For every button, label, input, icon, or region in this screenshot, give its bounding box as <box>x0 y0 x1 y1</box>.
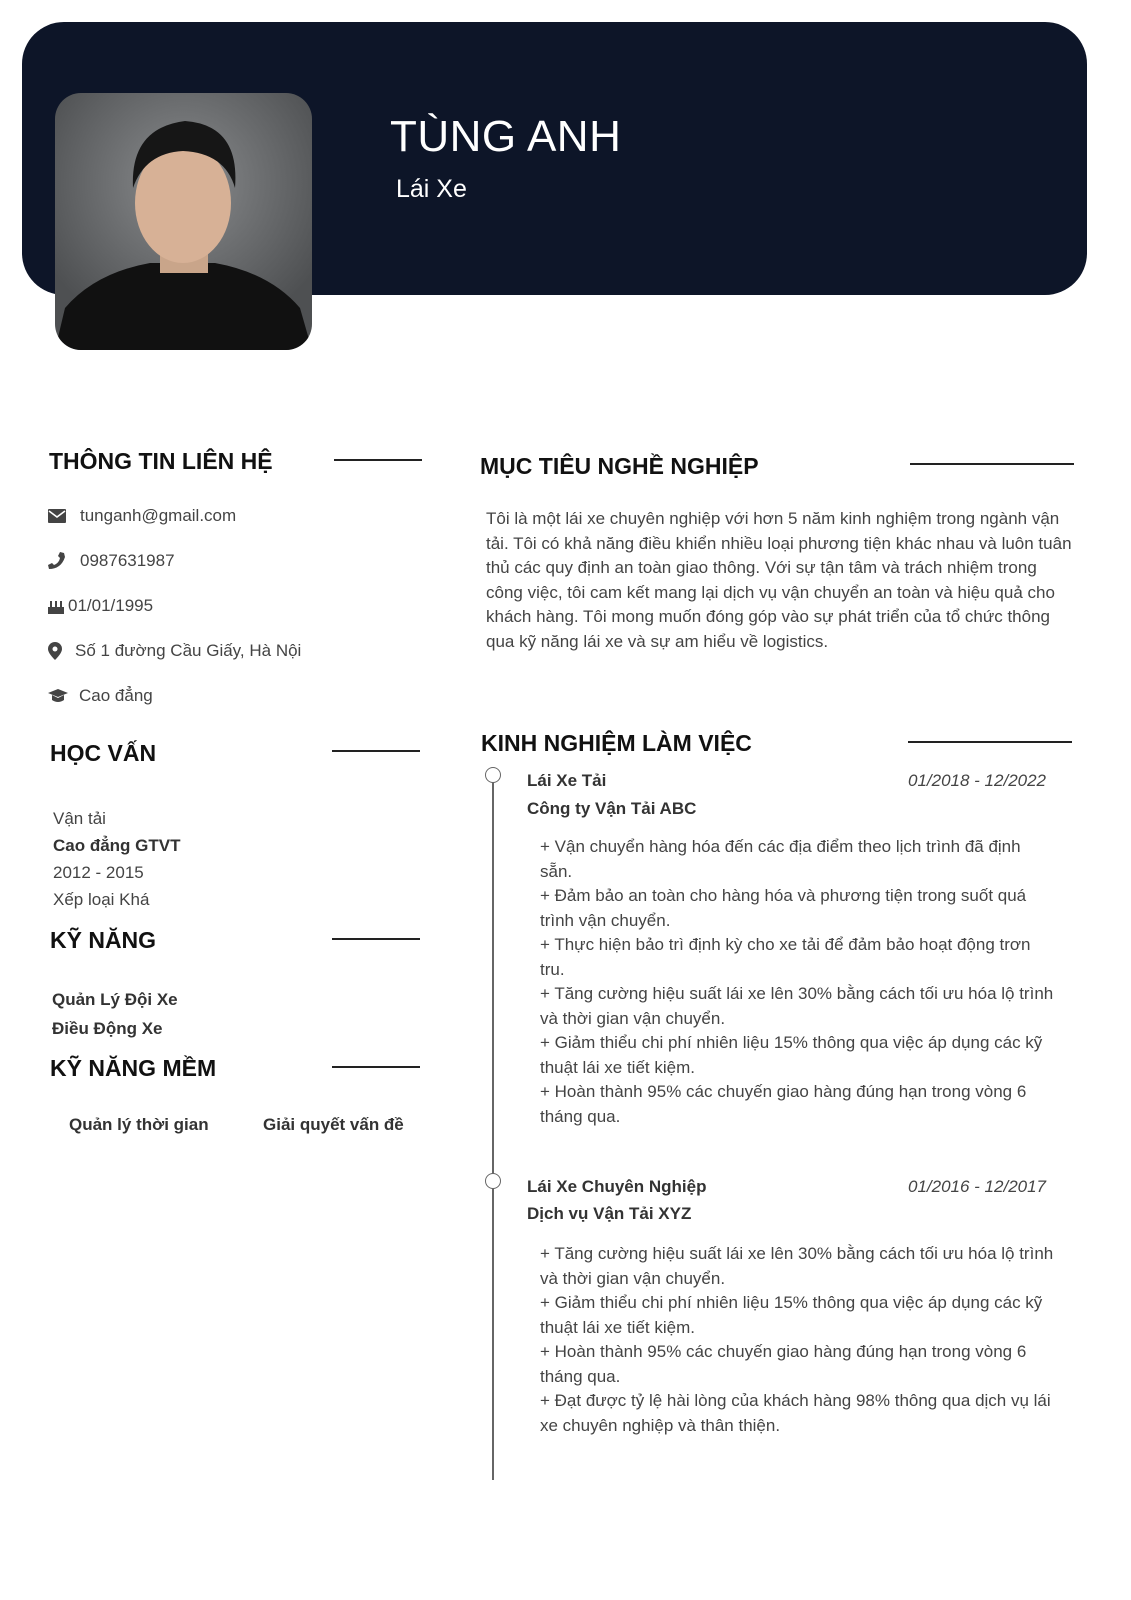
timeline-dot <box>485 767 501 783</box>
education-years: 2012 - 2015 <box>53 863 144 882</box>
job-period: 01/2018 - 12/2022 <box>908 771 1047 790</box>
contact-title: THÔNG TIN LIÊN HỆ <box>49 448 273 474</box>
soft-skills-title: KỸ NĂNG MỀM <box>50 1055 217 1081</box>
job-bullet: + Thực hiện bảo trì định kỳ cho xe tải để đảm bảo hoạt động trơn tru. <box>540 935 1031 979</box>
map-marker-icon <box>48 642 62 660</box>
education-school: Cao đẳng GTVT <box>53 836 181 855</box>
education-title: HỌC VẤN <box>50 740 157 766</box>
skills-list <box>52 985 178 1043</box>
graduation-cap-icon <box>48 689 68 703</box>
address-text: Số 1 đường Cầu Giấy, Hà Nội <box>75 641 302 660</box>
skills-title: KỸ NĂNG <box>50 927 157 953</box>
contact-birthday <box>48 596 153 616</box>
job-position: Lái Xe Chuyên Nghiệp <box>527 1177 707 1196</box>
divider <box>908 741 1072 743</box>
job-bullet: + Vận chuyển hàng hóa đến các địa điểm theo lịch trình đã định sẵn. <box>540 837 1021 881</box>
job-bullet: + Giảm thiểu chi phí nhiên liệu 15% thông qua việc áp dụng các kỹ thuật lái xe tiết kiệm. <box>540 1293 1043 1337</box>
education-level-text: Cao đẳng <box>79 686 153 705</box>
contact-email <box>48 506 236 526</box>
job-bullet: + Hoàn thành 95% các chuyến giao hàng đúng hạn trong vòng 6 tháng qua. <box>540 1082 1027 1126</box>
job-position: Lái Xe Tải <box>527 771 607 790</box>
birthday-text: 01/01/1995 <box>68 596 154 615</box>
job-company: Dịch vụ Vận Tải XYZ <box>527 1204 692 1223</box>
phone-icon <box>48 552 66 570</box>
job-bullet: + Giảm thiểu chi phí nhiên liệu 15% thông qua việc áp dụng các kỹ thuật lái xe tiết kiệm. <box>540 1033 1043 1077</box>
divider <box>332 938 420 940</box>
experience-title: KINH NGHIỆM LÀM VIỆC <box>481 730 752 756</box>
job-bullet: + Hoàn thành 95% các chuyến giao hàng đúng hạn trong vòng 6 tháng qua. <box>540 1342 1027 1386</box>
soft-skill-item: Giải quyết vấn đề <box>263 1115 404 1134</box>
divider <box>334 459 422 461</box>
job-bullet: + Tăng cường hiệu suất lái xe lên 30% bằng cách tối ưu hóa lộ trình và thời gian vận chuyển. <box>540 984 1054 1028</box>
divider <box>910 463 1074 465</box>
objective-text: Tôi là một lái xe chuyên nghiệp với hơn 5 năm kinh nghiệm trong ngành vận tải. Tôi có khả năng điều khiển nhiều loại phương tiện khác nhau và luôn tuân thủ các quy định an toàn giao thông. Với sự tận tâm và trách nhiệm trong công việc, tôi cam kết mang lại dịch vụ vận chuyển an toàn và hiệu quả cho khách hàng. Tôi mong muốn đóng góp vào sự phát triển của tổ chức thông qua kỹ năng lái xe và sự am hiểu về logistics. <box>486 509 1072 651</box>
timeline-dot <box>485 1173 501 1189</box>
job-bullets <box>540 835 1055 1129</box>
job-bullet: + Đạt được tỷ lệ hài lòng của khách hàng 98% thông qua dịch vụ lái xe chuyên nghiệp và thân thiện. <box>540 1391 1051 1435</box>
phone-text: 0987631987 <box>80 551 175 570</box>
education-grade: Xếp loại Khá <box>53 890 150 909</box>
job-period: 01/2016 - 12/2017 <box>908 1177 1047 1196</box>
job-bullet: + Tăng cường hiệu suất lái xe lên 30% bằng cách tối ưu hóa lộ trình và thời gian vận chuyển. <box>540 1244 1054 1288</box>
education-major: Vận tải <box>53 809 106 828</box>
candidate-role: Lái Xe <box>396 175 467 203</box>
timeline-line <box>492 775 494 1480</box>
email-text: tunganh@gmail.com <box>80 506 237 525</box>
objective-title: MỤC TIÊU NGHỀ NGHIỆP <box>480 453 759 479</box>
job-company: Công ty Vận Tải ABC <box>527 799 697 818</box>
job-bullets <box>540 1242 1055 1438</box>
skill-item: Quản Lý Đội Xe <box>52 990 178 1009</box>
job-bullet: + Đảm bảo an toàn cho hàng hóa và phương tiện trong suốt quá trình vận chuyển. <box>540 886 1027 930</box>
skill-item: Điều Động Xe <box>52 1019 163 1038</box>
soft-skill-item: Quản lý thời gian <box>69 1115 209 1134</box>
education-block <box>53 805 181 913</box>
divider <box>332 1066 420 1068</box>
profile-photo <box>55 93 312 350</box>
divider <box>332 750 420 752</box>
contact-phone <box>48 551 175 571</box>
birthday-cake-icon <box>48 598 64 614</box>
contact-education <box>48 686 153 706</box>
contact-address <box>48 641 301 661</box>
candidate-name: TÙNG ANH <box>390 112 622 161</box>
envelope-icon <box>48 509 66 523</box>
